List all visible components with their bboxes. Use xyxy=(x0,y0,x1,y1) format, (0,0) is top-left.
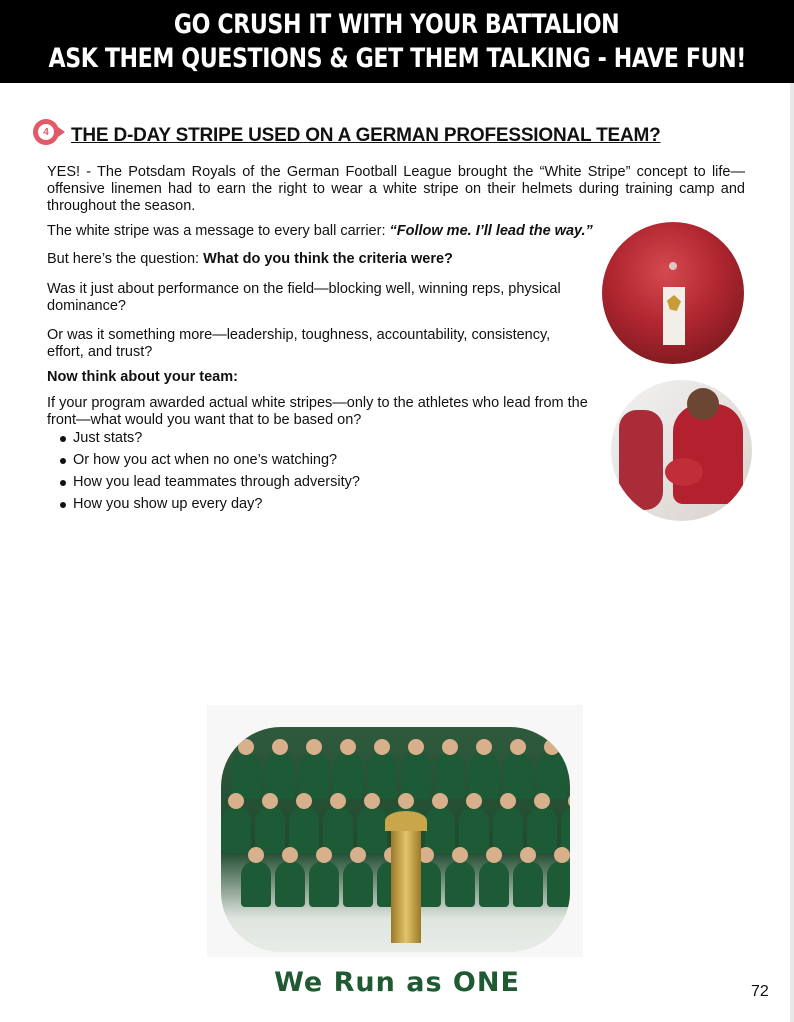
trophy xyxy=(391,827,421,943)
question-lead: But here’s the question: xyxy=(47,251,204,267)
header-line-2: ASK THEM QUESTIONS & GET THEM TALKING - HAVE FUN! xyxy=(48,42,746,74)
bullet-item: How you show up every day? xyxy=(58,496,360,513)
player-row xyxy=(231,753,567,799)
bullet-item: How you lead teammates through adversity? xyxy=(58,474,360,491)
message-quote: “Follow me. I’ll lead the way.” xyxy=(389,223,593,239)
intro-paragraph: YES! - The Potsdam Royals of the German Football League brought the “White Stripe” concept to life—offensive linemen had to earn the right to wear a white stripe on their helmets during training camp and throughout the season. xyxy=(47,164,745,214)
held-helmet xyxy=(665,458,703,486)
team-photo xyxy=(207,705,583,957)
helmet-screw xyxy=(669,262,677,270)
team-prompt-text: Now think about your team: xyxy=(47,369,238,385)
page-edge xyxy=(790,83,794,1022)
performance-paragraph: Was it just about performance on the field—blocking well, winning reps, physical dominance? xyxy=(47,281,561,314)
bullet-item: Or how you act when no one’s watching? xyxy=(58,452,360,469)
player-photo xyxy=(611,380,752,521)
team-motto: We Run as ONE xyxy=(274,967,520,998)
message-lead: The white stripe was a message to every ball carrier: xyxy=(47,223,390,239)
bullet-item: Just stats? xyxy=(58,430,360,447)
bullet-list xyxy=(58,430,360,518)
badge-arrow-tip xyxy=(58,127,65,137)
question-paragraph xyxy=(47,251,607,268)
something-more-paragraph: Or was it something more—leadership, toughness, accountability, consistency, effort, and trust? xyxy=(47,327,551,360)
numbered-circle-arrow-icon xyxy=(33,119,59,145)
white-stripe xyxy=(663,287,685,345)
section-number: 4 xyxy=(38,124,54,140)
message-paragraph xyxy=(47,223,647,240)
team-logo-icon xyxy=(667,295,681,311)
program-paragraph: If your program awarded actual white stripes—only to the athletes who lead from the front—what would you want that to be based on? xyxy=(47,395,588,428)
header-banner xyxy=(0,0,794,83)
player-head xyxy=(687,388,719,420)
header-line-1: GO CRUSH IT WITH YOUR BATTALION xyxy=(174,8,620,40)
section-heading: THE D-DAY STRIPE USED ON A GERMAN PROFESSIONAL TEAM? xyxy=(71,125,661,146)
team-photo-crop xyxy=(221,727,570,952)
question-bold: What do you think the criteria were? xyxy=(203,251,453,267)
team-prompt xyxy=(47,369,447,386)
teammate-figure xyxy=(619,410,663,510)
helmet-stripe-photo xyxy=(602,222,744,364)
page-number: 72 xyxy=(751,983,769,1000)
